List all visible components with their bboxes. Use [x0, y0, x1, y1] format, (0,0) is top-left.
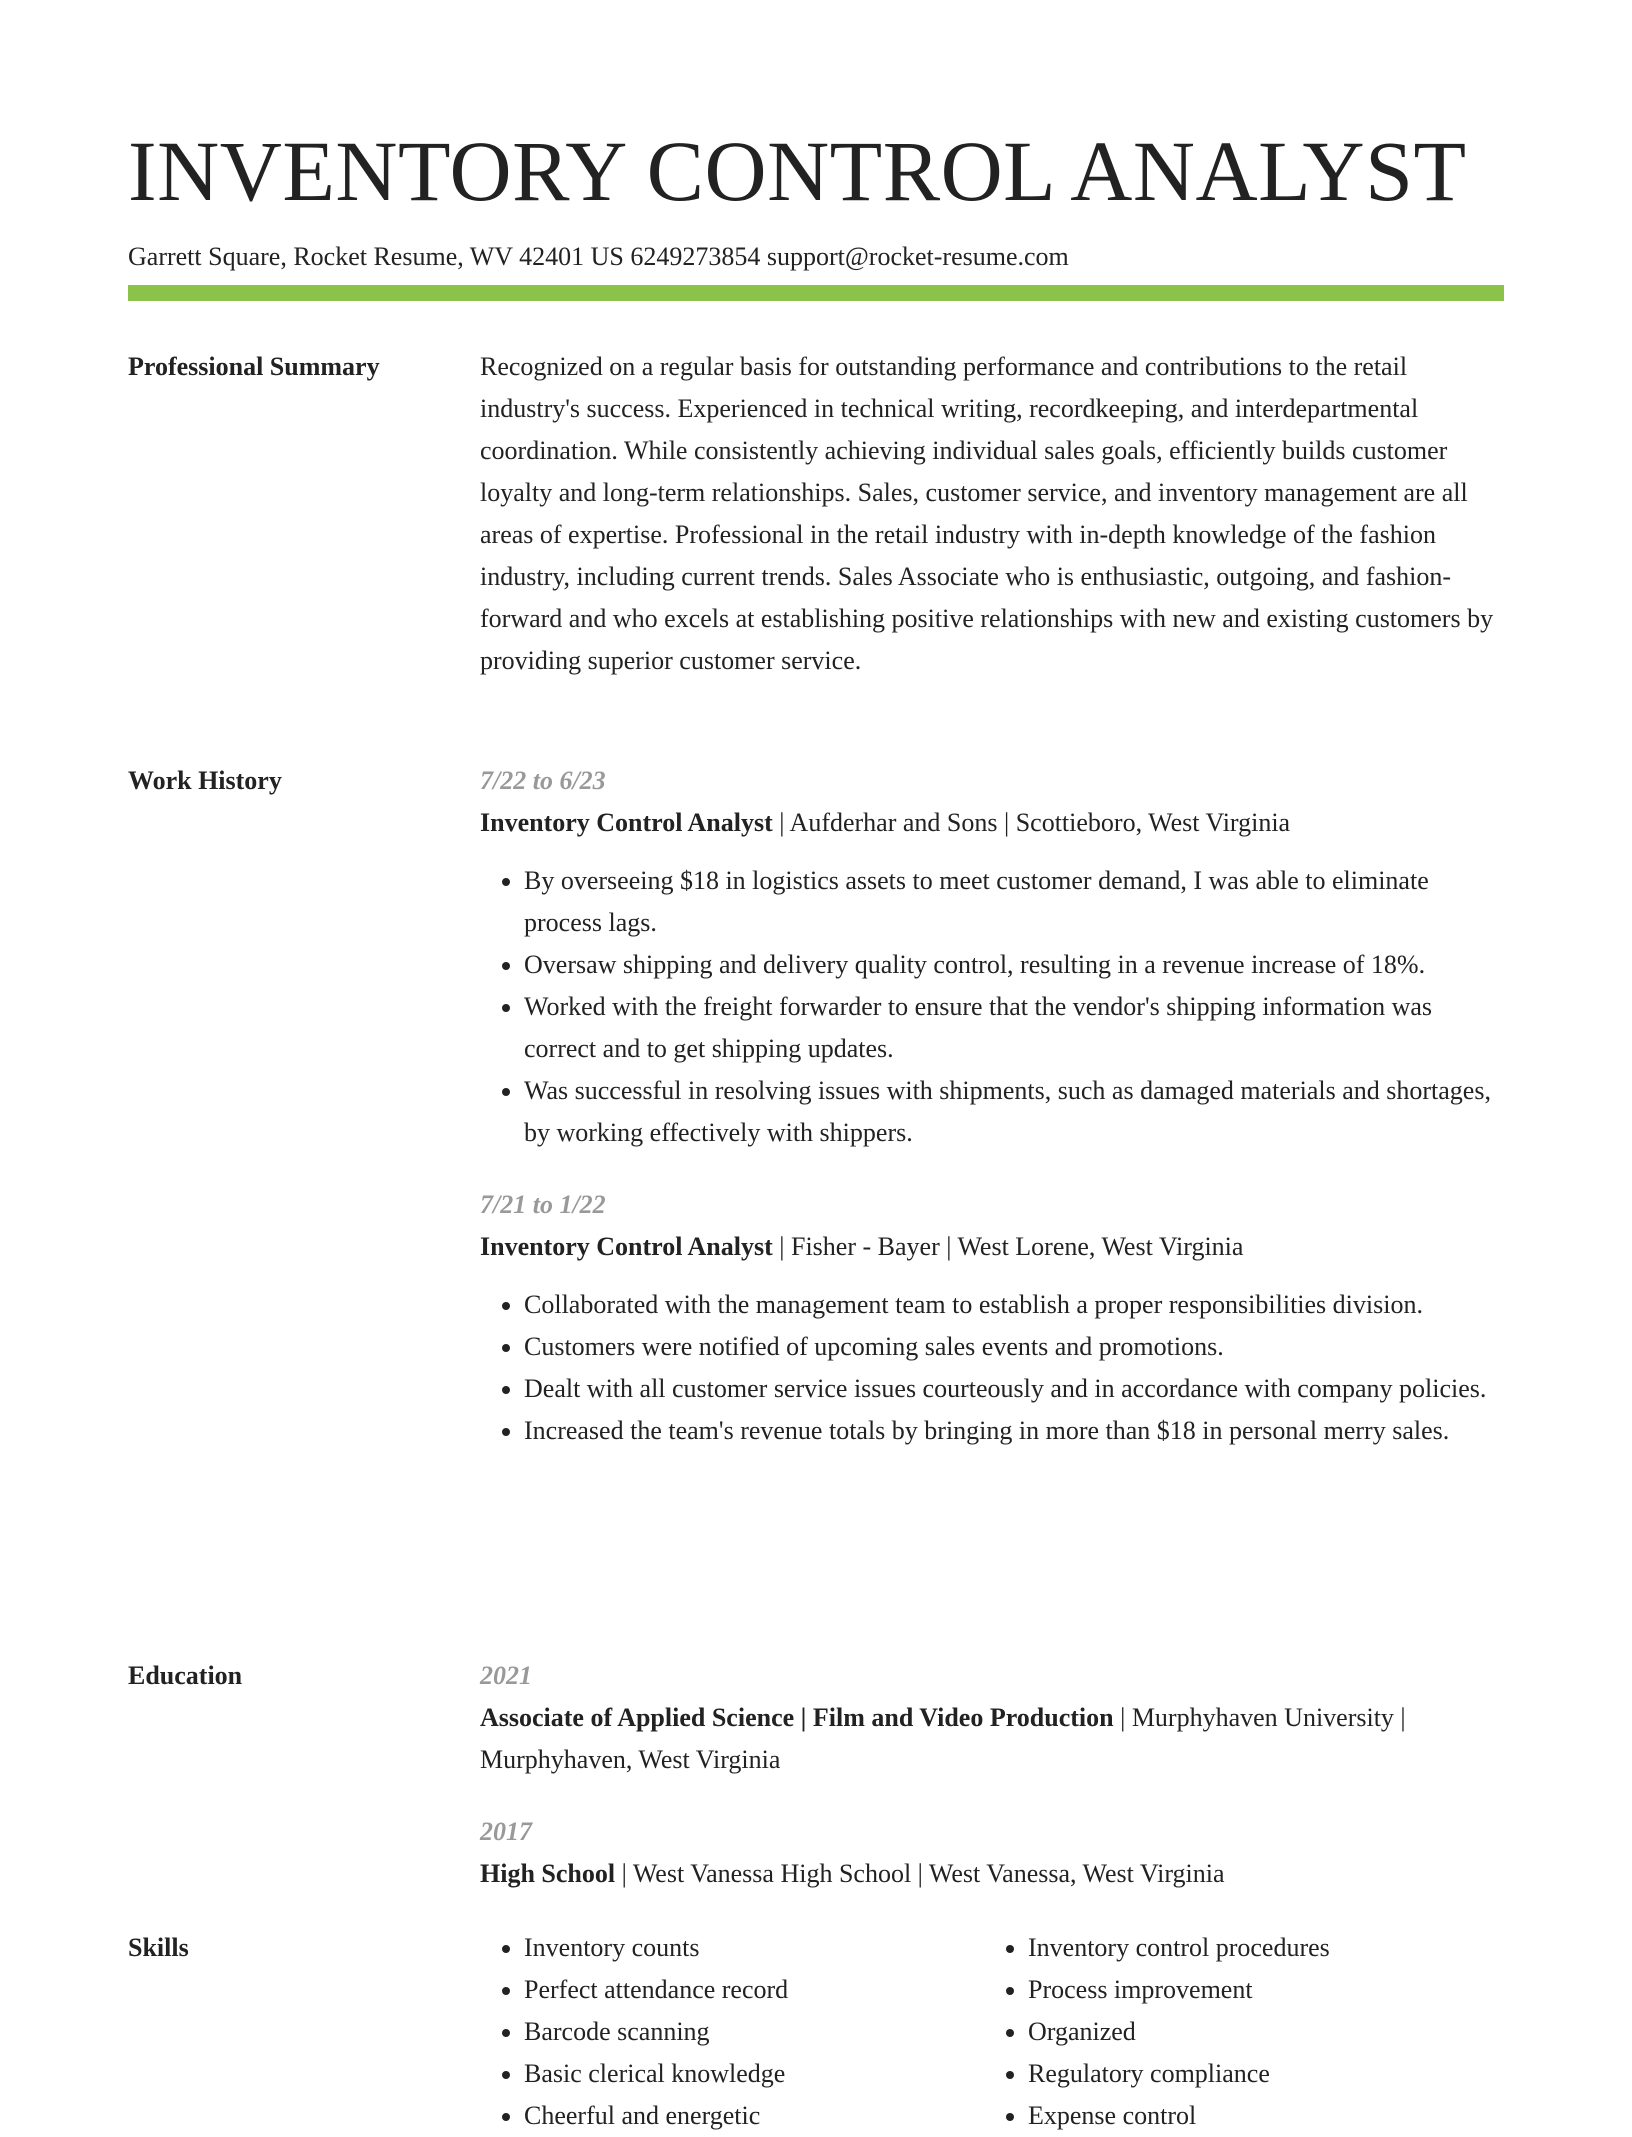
skills-heading: Skills	[128, 1933, 189, 1962]
education-heading: Education	[128, 1661, 243, 1690]
job-bullet: • Was successful in resolving issues with shipments, such as damaged materials and shortages, by working effectively with shippers.	[524, 1070, 1504, 1154]
contact-line: Garrett Square, Rocket Resume, WV 42401 US 6249273854 support@rocket-resume.com	[128, 242, 1069, 271]
job-bullet: • By overseeing $18 in logistics assets to meet customer demand, I was able to eliminate process lags.	[524, 860, 1504, 944]
education-heading-line	[480, 1697, 1504, 1781]
work-history-body	[480, 760, 1504, 1452]
education-body	[480, 1655, 1504, 1895]
skills-list-left	[480, 1927, 984, 2137]
job-dates: 7/21 to 1/22	[480, 1190, 606, 1219]
job-bullets	[480, 1284, 1504, 1452]
skill-item: • Expense control	[1028, 2095, 1488, 2137]
job-title: Inventory Control Analyst	[480, 1232, 773, 1261]
skill-item: • Cheerful and energetic	[524, 2095, 984, 2137]
job-dates: 7/22 to 6/23	[480, 766, 606, 795]
job-details: | Aufderhar and Sons | Scottieboro, West Virginia	[772, 808, 1291, 837]
skill-item: • Organized	[1028, 2011, 1488, 2053]
education-degree: Associate of Applied Science | Film and Video Production	[480, 1703, 1114, 1732]
education-year: 2017	[480, 1817, 532, 1846]
skill-item: • Inventory counts	[524, 1927, 984, 1969]
resume-header	[128, 118, 1504, 274]
skill-item: • Basic clerical knowledge	[524, 2053, 984, 2095]
job-heading	[480, 802, 1504, 844]
resume-name: INVENTORY CONTROL ANALYST	[128, 123, 1467, 219]
job-details: | Fisher - Bayer | West Lorene, West Virginia	[772, 1232, 1244, 1261]
skill-item: • Inventory control procedures	[1028, 1927, 1488, 1969]
job-bullet: • Customers were notified of upcoming sales events and promotions.	[524, 1326, 1504, 1368]
skills-columns	[480, 1927, 1504, 2137]
education-details: | Murphyhaven University | Murphyhaven, West Virginia	[480, 1703, 1406, 1774]
education-details: | West Vanessa High School | West Vanessa, West Virginia	[615, 1859, 1225, 1888]
skill-item: • Barcode scanning	[524, 2011, 984, 2053]
education-year: 2021	[480, 1661, 532, 1690]
summary-text: Recognized on a regular basis for outstanding performance and contributions to the retail industry's success. Experienced in technical writing, recordkeeping, and interdepartmental coordination. While consistently achieving individual sales goals, efficiently builds customer loyalty and long-term relationships. Sales, customer service, and inventory management are all areas of expertise. Professional in the retail industry with in-depth knowledge of the fashion industry, including current trends. Sales Associate who is enthusiastic, outgoing, and fashion-forward and who excels at establishing positive relationships with new and existing customers by providing superior customer service.	[480, 352, 1494, 675]
education-entry	[480, 1655, 1504, 1781]
skill-item: • Process improvement	[1028, 1969, 1488, 2011]
job-bullet: • Collaborated with the management team to establish a proper responsibilities division.	[524, 1284, 1504, 1326]
job-bullets	[480, 860, 1504, 1154]
education-degree: High School	[480, 1859, 616, 1888]
job-entry	[480, 1184, 1504, 1452]
skills-list-right	[984, 1927, 1488, 2137]
education-heading-line	[480, 1853, 1504, 1895]
skill-item: • Regulatory compliance	[1028, 2053, 1488, 2095]
job-entry	[480, 760, 1504, 1154]
education-entry	[480, 1811, 1504, 1895]
header-divider	[128, 285, 1504, 301]
job-title: Inventory Control Analyst	[480, 808, 773, 837]
summary-heading: Professional Summary	[128, 352, 380, 381]
job-bullet: • Oversaw shipping and delivery quality control, resulting in a revenue increase of 18%.	[524, 944, 1504, 986]
job-bullet: • Dealt with all customer service issues courteously and in accordance with company policies.	[524, 1368, 1504, 1410]
job-heading	[480, 1226, 1504, 1268]
work-history-heading: Work History	[128, 766, 282, 795]
job-bullet: • Worked with the freight forwarder to ensure that the vendor's shipping information was correct and to get shipping updates.	[524, 986, 1504, 1070]
skills-body	[480, 1927, 1504, 2137]
summary-body	[480, 346, 1504, 682]
job-bullet: • Increased the team's revenue totals by bringing in more than $18 in personal merry sales.	[524, 1410, 1504, 1452]
skill-item: • Perfect attendance record	[524, 1969, 984, 2011]
